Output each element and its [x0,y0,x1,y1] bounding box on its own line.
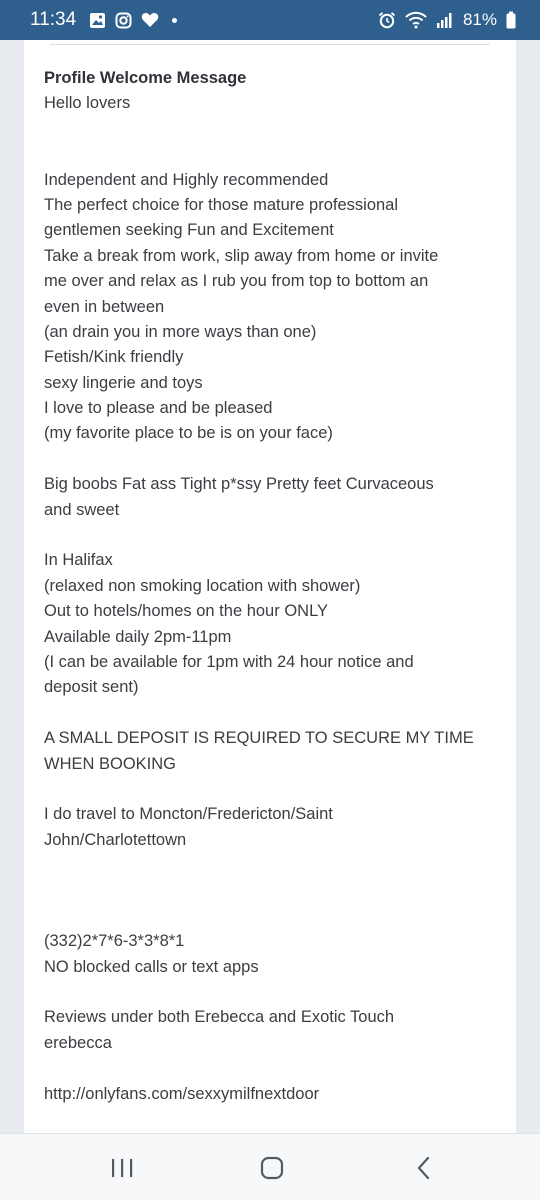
navigation-bar [0,1133,540,1200]
message-line: even in between [44,297,165,316]
message-line: I love to please and be pleased [44,399,273,418]
message-line [44,142,496,167]
section-title: Profile Welcome Message [44,69,247,87]
message-line: erebecca [44,1033,112,1052]
message-line: NO blocked calls or text apps [44,957,259,976]
status-time: 11:34 [30,9,77,30]
instagram-icon [115,12,132,29]
battery-percent: 81% [462,10,497,29]
message-line: John/Charlotettown [44,830,187,849]
message-line [44,523,496,548]
alarm-icon [378,11,396,29]
home-button[interactable] [252,1154,292,1182]
message-line: The perfect choice for those mature professional [44,195,399,214]
message-line [44,701,496,726]
message-line: (my favorite place to be is on your face) [44,424,333,443]
gallery-icon [89,12,106,29]
recent-apps-icon [109,1157,135,1179]
message-line: I do travel to Moncton/Fredericton/Saint [44,805,333,824]
scroll-content[interactable] [0,40,540,1133]
message-line: A SMALL DEPOSIT IS REQUIRED TO SECURE MY TIME [44,729,474,748]
back-button[interactable] [404,1154,444,1182]
message-line [44,980,496,1005]
heart-icon [141,12,159,28]
welcome-message [44,91,496,1107]
message-line [44,777,496,802]
divider [50,44,490,45]
status-bar [0,0,540,40]
phone-number: (332)2*7*6-3*3*8*1 [44,932,185,951]
home-icon [259,1156,285,1180]
message-line: sexy lingerie and toys [44,373,203,392]
message-line: gentlemen seeking Fun and Excitement [44,221,334,240]
signal-icon [436,12,454,28]
message-line: me over and relax as I rub you from top to bottom an [44,272,429,291]
message-line [44,117,496,142]
message-line [44,904,496,929]
status-left [30,9,177,31]
message-line [44,447,496,472]
message-line: Available daily 2pm-11pm [44,627,232,646]
message-line: Hello lovers [44,94,131,113]
message-line: (I can be available for 1pm with 24 hour notice and [44,653,414,671]
status-right [378,10,516,30]
wifi-icon [405,11,427,29]
message-line: In Halifax [44,551,113,570]
message-line [44,853,496,878]
battery-icon [506,11,516,29]
message-line: Out to hotels/homes on the hour ONLY [44,602,329,621]
message-line: and sweet [44,500,120,519]
recent-apps-button[interactable] [102,1154,142,1182]
message-line: Take a break from work, slip away from home or invite [44,246,439,265]
message-line: Fetish/Kink friendly [44,348,184,367]
back-icon [414,1156,434,1180]
message-line: (an drain you in more ways than one) [44,322,317,341]
message-line: Reviews under both Erebecca and Exotic Touch [44,1008,395,1027]
profile-card [24,40,516,1133]
message-line: (relaxed non smoking location with shower) [44,576,361,595]
dot-icon [172,18,177,23]
message-line: deposit sent) [44,678,139,697]
message-line: Independent and Highly recommended [44,170,329,189]
message-line [44,879,496,904]
message-line: WHEN BOOKING [44,754,177,773]
message-line: Big boobs Fat ass Tight p*ssy Pretty feet Curvaceous [44,475,434,494]
message-line [44,1056,496,1081]
onlyfans-link: http://onlyfans.com/sexxymilfnextdoor [44,1084,320,1103]
